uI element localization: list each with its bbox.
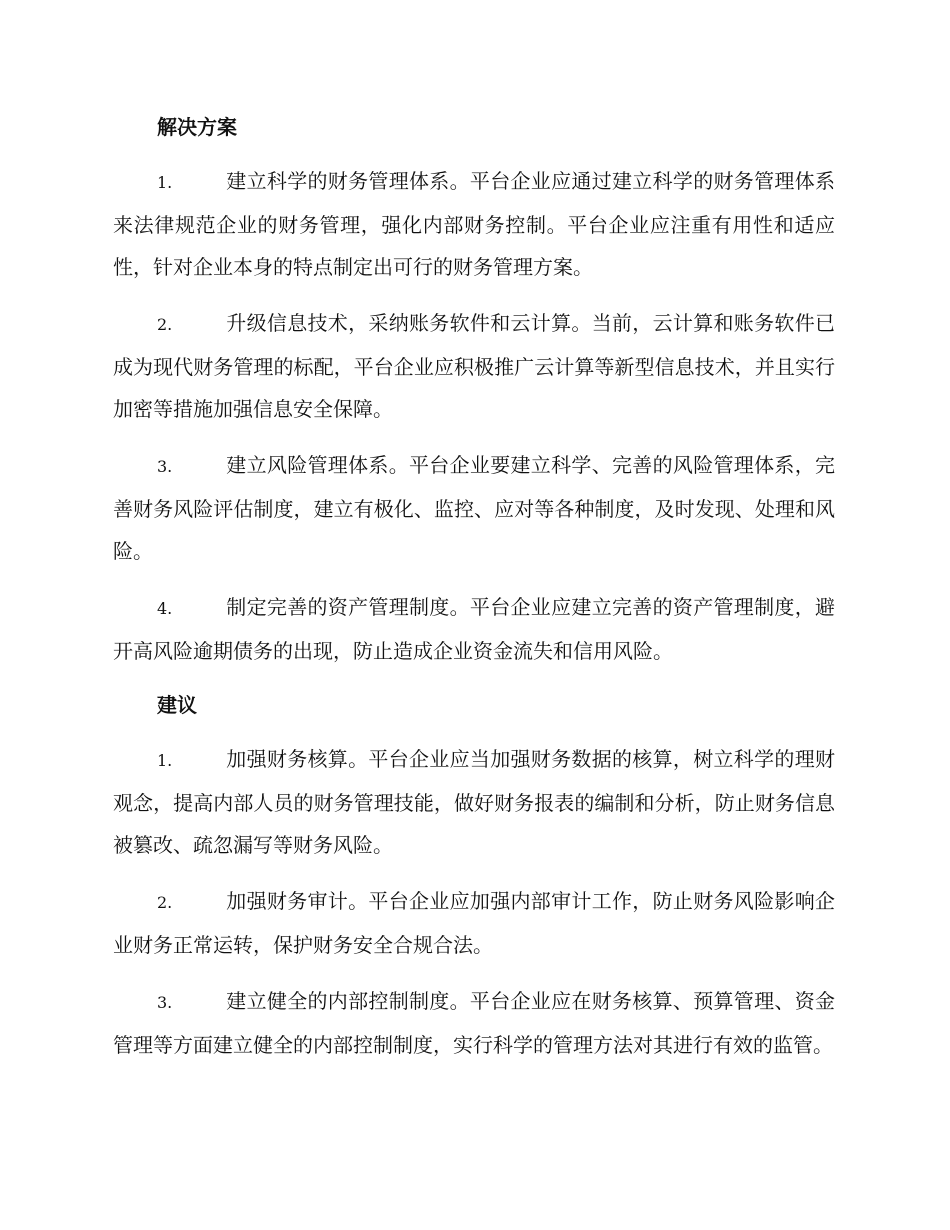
section-heading-suggestions: 建议 <box>157 693 197 717</box>
item-number: 1. <box>157 751 173 770</box>
item-text: 加强财务核算。平台企业应当加强财务数据的核算，树立科学的理财观念，提高内部人员的财务管理技能，做好财务报表的编制和分析，防止财务信息被篡改、疏忽漏写等财务风险。 <box>113 747 835 857</box>
list-item <box>113 586 835 672</box>
list-item <box>113 160 835 288</box>
section-heading-solutions: 解决方案 <box>157 115 237 139</box>
list-item <box>113 444 835 572</box>
list-item <box>113 738 835 866</box>
item-number: 2. <box>157 893 173 912</box>
item-number: 1. <box>157 173 173 192</box>
list-item <box>113 980 835 1066</box>
item-text: 升级信息技术，采纳账务软件和云计算。当前，云计算和账务软件已成为现代财务管理的标配，平台企业应积极推广云计算等新型信息技术，并且实行加密等措施加强信息安全保障。 <box>113 311 835 421</box>
item-number: 3. <box>157 457 173 476</box>
item-text: 加强财务审计。平台企业应加强内部审计工作，防止财务风险影响企业财务正常运转，保护财务安全合规合法。 <box>113 889 835 957</box>
item-text: 建立科学的财务管理体系。平台企业应通过建立科学的财务管理体系来法律规范企业的财务管理，强化内部财务控制。平台企业应注重有用性和适应性，针对企业本身的特点制定出可行的财务管理方案。 <box>113 169 835 279</box>
item-text: 制定完善的资产管理制度。平台企业应建立完善的资产管理制度，避开高风险逾期债务的出现，防止造成企业资金流失和信用风险。 <box>113 595 835 663</box>
list-item <box>113 880 835 966</box>
item-number: 3. <box>157 993 173 1012</box>
item-text: 建立健全的内部控制制度。平台企业应在财务核算、预算管理、资金管理等方面建立健全的内部控制制度，实行科学的管理方法对其进行有效的监管。 <box>113 989 835 1057</box>
item-number: 2. <box>157 315 173 334</box>
item-number: 4. <box>157 599 173 618</box>
item-text: 建立风险管理体系。平台企业要建立科学、完善的风险管理体系，完善财务风险评估制度，建立有极化、监控、应对等各种制度，及时发现、处理和风险。 <box>113 453 835 563</box>
document-body <box>113 108 835 1080</box>
list-item <box>113 302 835 430</box>
